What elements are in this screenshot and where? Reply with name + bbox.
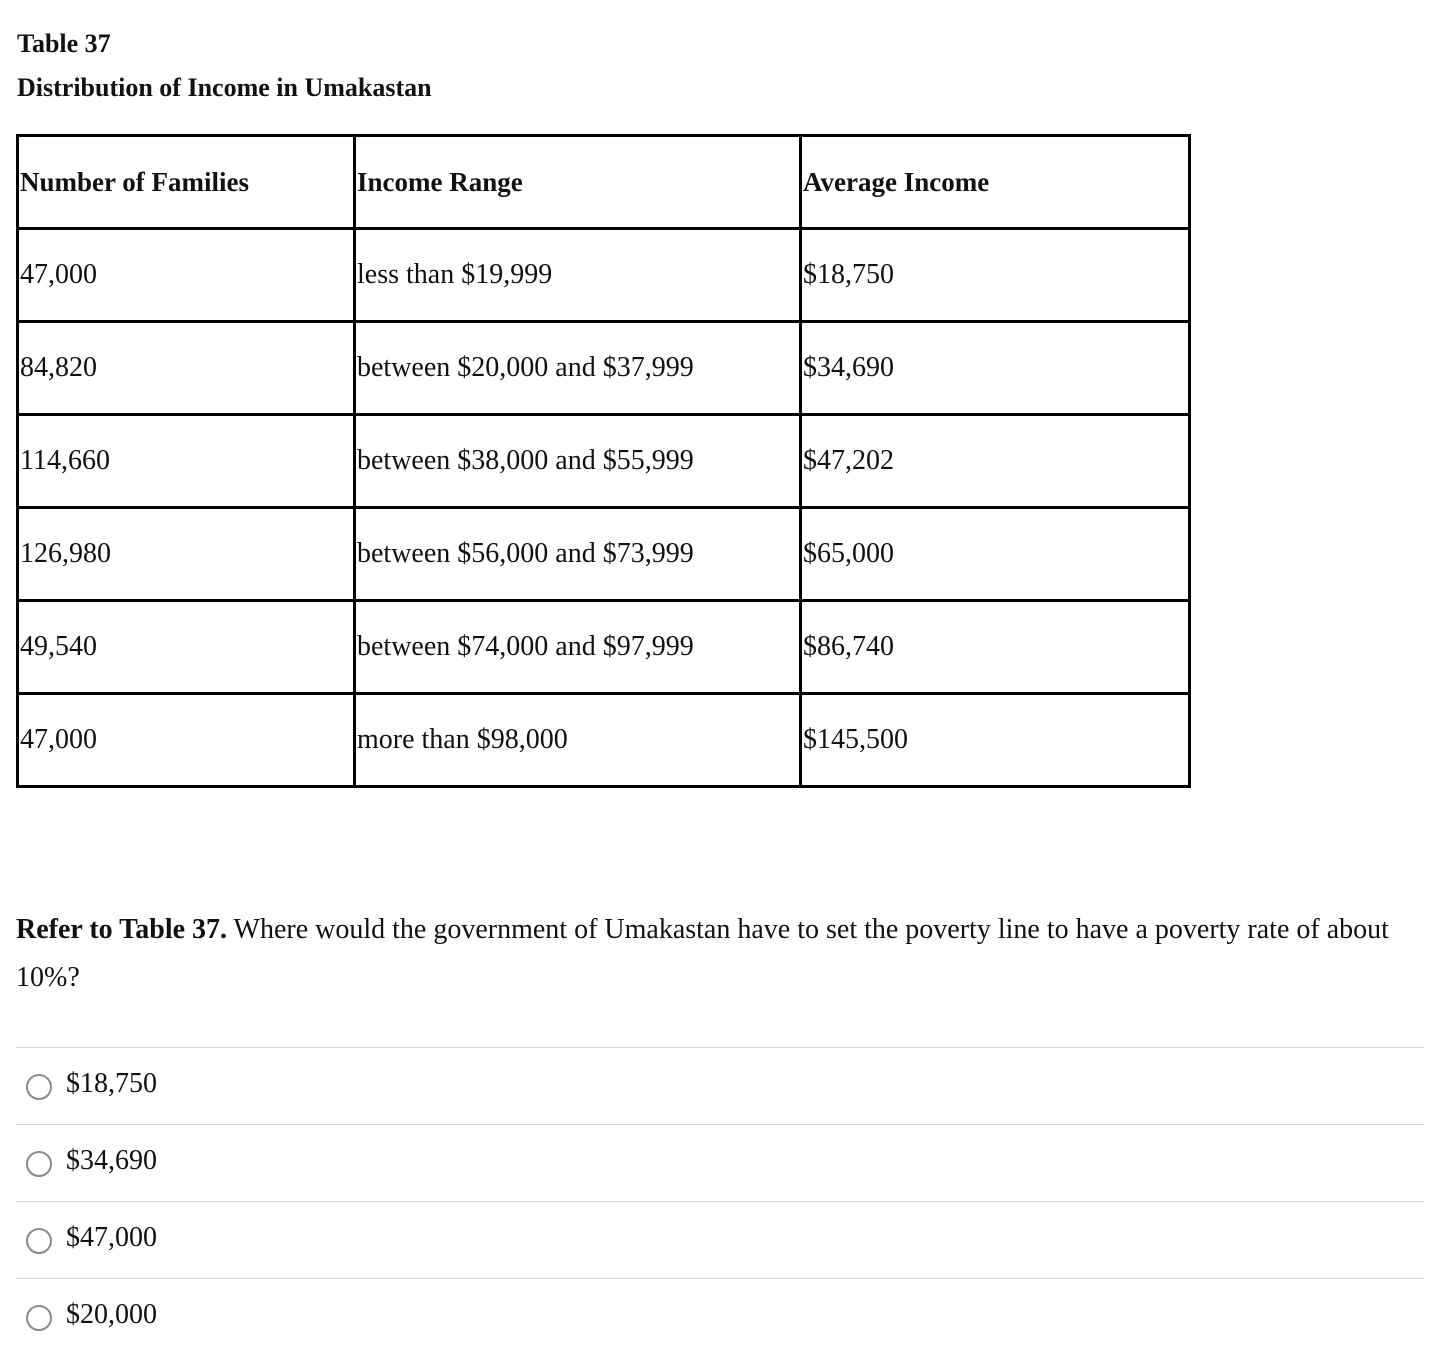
answer-label[interactable]: $20,000 [66,1299,157,1330]
cell-income-range: between $74,000 and $97,999 [355,601,801,694]
table-row [18,415,1190,508]
cell-average-income: $65,000 [801,508,1190,601]
table-title: Distribution of Income in Umakastan [17,73,432,102]
answer-label[interactable]: $34,690 [66,1145,157,1176]
cell-income-range: between $38,000 and $55,999 [355,415,801,508]
cell-average-income: $34,690 [801,322,1190,415]
question-body: Where would the government of Umakastan have to set the poverty line to have a poverty rate of about 10%? [16,914,1389,993]
answer-option-3[interactable] [16,1201,1424,1278]
table-row [18,229,1190,322]
table-row [18,694,1190,787]
radio-button[interactable] [26,1228,52,1254]
header-number-of-families: Number of Families [18,136,355,229]
table-row [18,508,1190,601]
table-header-row [18,136,1190,229]
cell-families: 126,980 [18,508,355,601]
cell-average-income: $86,740 [801,601,1190,694]
answer-option-1[interactable] [16,1047,1424,1124]
cell-families: 84,820 [18,322,355,415]
answer-label[interactable]: $47,000 [66,1222,157,1253]
table-label: Table 37 [17,29,111,58]
radio-button[interactable] [26,1151,52,1177]
question-text [16,906,1416,1002]
cell-income-range: between $56,000 and $73,999 [355,508,801,601]
income-distribution-table [16,134,1191,788]
table-row [18,601,1190,694]
answer-option-4[interactable] [16,1278,1424,1355]
cell-average-income: $18,750 [801,229,1190,322]
cell-average-income: $47,202 [801,415,1190,508]
question-reference: Refer to Table 37. [16,914,228,945]
cell-families: 47,000 [18,229,355,322]
header-income-range: Income Range [355,136,801,229]
radio-button[interactable] [26,1074,52,1100]
answer-options [16,1047,1424,1355]
answer-option-2[interactable] [16,1124,1424,1201]
cell-average-income: $145,500 [801,694,1190,787]
answer-label[interactable]: $18,750 [66,1068,157,1099]
table-row [18,322,1190,415]
cell-income-range: more than $98,000 [355,694,801,787]
cell-income-range: less than $19,999 [355,229,801,322]
cell-families: 47,000 [18,694,355,787]
cell-families: 49,540 [18,601,355,694]
radio-button[interactable] [26,1305,52,1331]
cell-income-range: between $20,000 and $37,999 [355,322,801,415]
cell-families: 114,660 [18,415,355,508]
header-average-income: Average Income [801,136,1190,229]
